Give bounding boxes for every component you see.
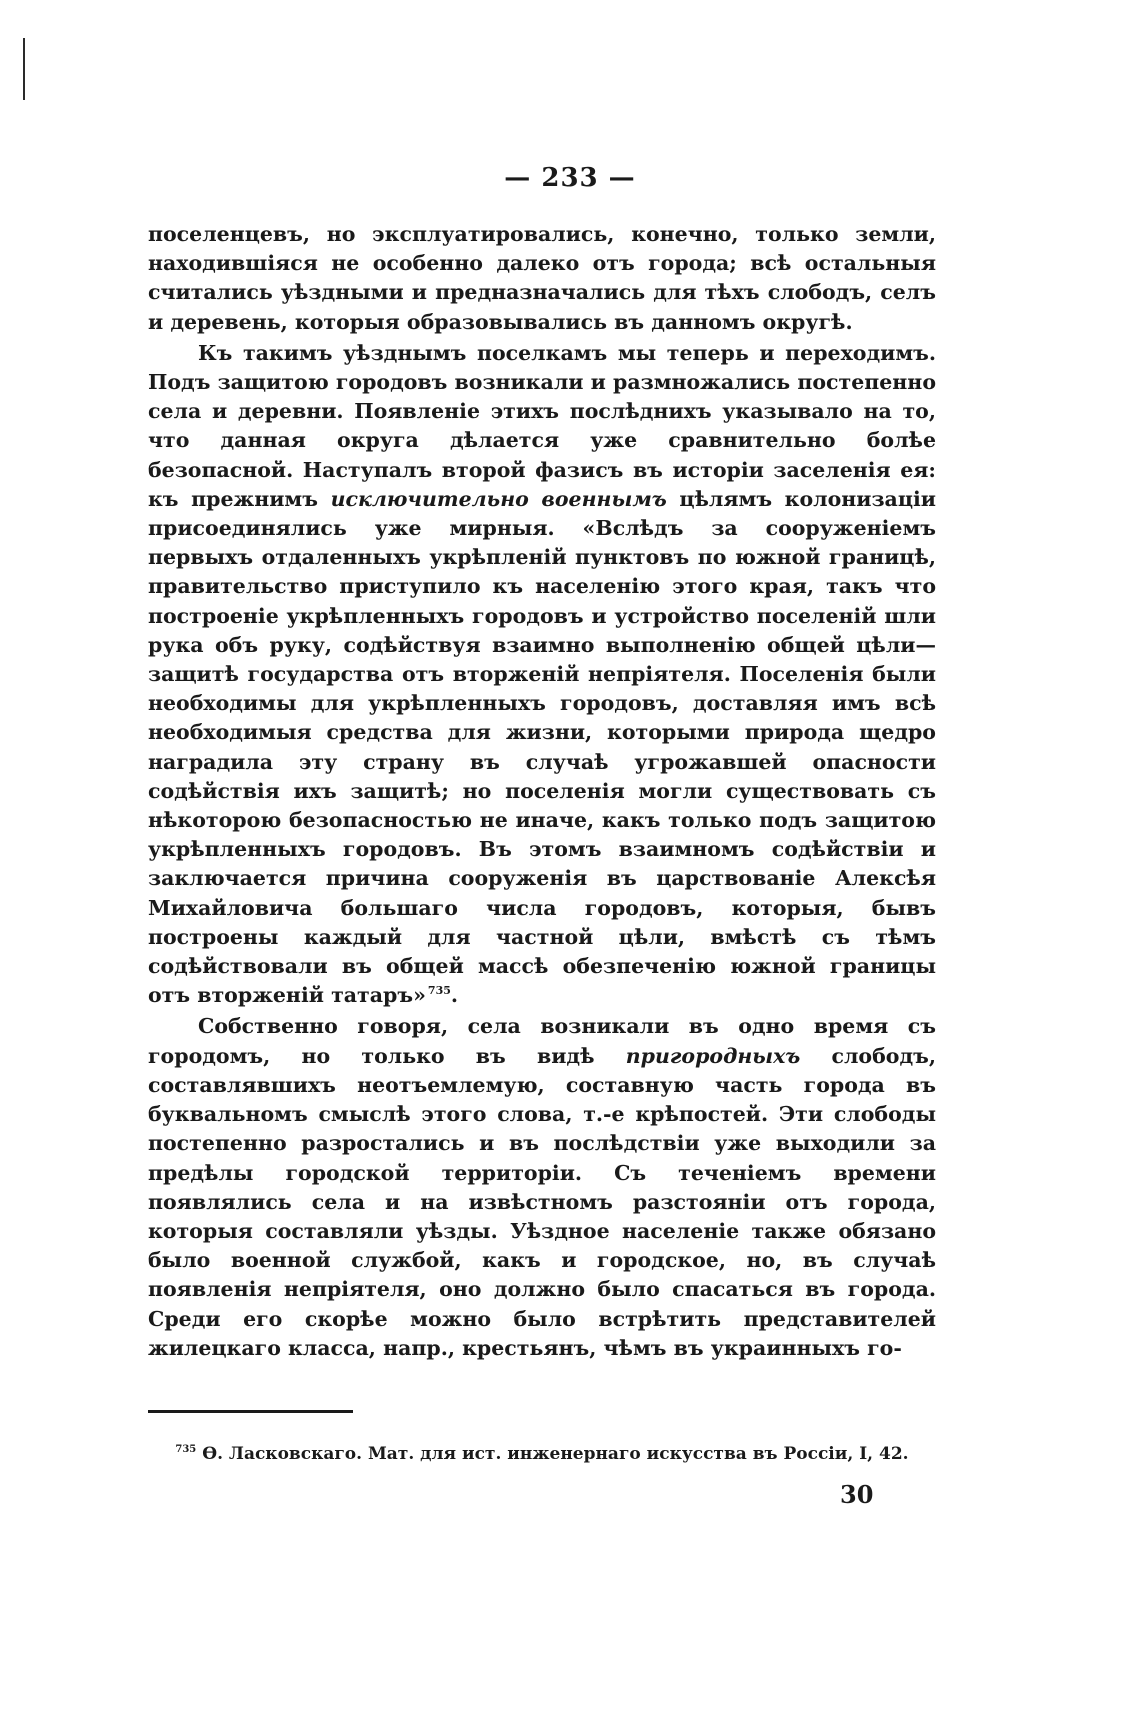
paragraph-2-text-after: цѣлямъ колонизаціи присоединялись уже мирныя. «Вслѣдъ за сооруженіемъ первыхъ отдаленныхъ укрѣпленій пунктовъ по южной границѣ, правительство приступило къ населенію этого края, такъ что построеніе укрѣпленныхъ городовъ и устройство поселеній шли рука объ руку, содѣйствуя взаимно выполненію общей цѣли—защитѣ государства отъ вторженій непріятеля. Поселенія были необходимы для укрѣпленныхъ городовъ, доставляя имъ всѣ необходимыя средства для жизни, которыми природа щедро наградила эту страну въ случаѣ угрожавшей опасности содѣйствія ихъ защитѣ; но поселенія могли существовать съ нѣкоторою безопасностью не иначе, какъ только подъ защитою укрѣпленныхъ городовъ. Въ этомъ взаимномъ содѣйствіи и заключается причина сооруженія въ царствованіе Алексѣя Михайловича большаго числа городовъ, которыя, бывъ построены каждый для частной цѣли, вмѣстѣ съ тѣмъ содѣйствовали въ общей массѣ обезпеченію южной границы отъ вторженій татаръ» [148,486,936,1008]
footnote-reference: 735 [427,984,451,998]
footnote-divider [148,1410,353,1413]
printer-signature-number: 30 [840,1480,874,1509]
paragraph-1: поселенцевъ, но эксплуатировались, конечно, только земли, находившіяся не особенно далеко отъ города; всѣ остальныя считались уѣздными и предназначались для тѣхъ слободъ, селъ и деревень, которыя образовывались въ данномъ округѣ. [148,222,936,334]
page-number: — 233 — [504,163,636,193]
footnote-text: Ѳ. Ласковскаго. Мат. для ист. инженернаго искусства въ Россіи, I, 42. [202,1444,909,1464]
paragraph-2-text-end: . [450,983,459,1008]
paragraph-3-emphasis: пригородныхъ [625,1043,801,1068]
paragraph-2 [148,339,936,1011]
paragraph-3 [148,1012,936,1362]
footnote-marker: 735 [175,1444,197,1456]
paragraph-3-text-before: Собственно говоря, села возникали въ одно время съ городомъ, но только въ видѣ [148,1014,936,1068]
scan-edge-mark [23,38,25,100]
body-text [148,220,936,1363]
paragraph-2-text-before: Къ такимъ уѣзднымъ поселкамъ мы теперь и переходимъ. Подъ защитою городовъ возникали и размножались постепенно села и деревни. Появленіе этихъ послѣднихъ указывало на то, что данная округа дѣлается уже сравнительно болѣе безопасной. Наступалъ второй фазисъ въ исторіи заселенія ея: къ прежнимъ [148,340,936,511]
paragraph-2-emphasis: исключительно военнымъ [330,486,667,511]
footnote [148,1442,936,1466]
paragraph-3-text-after: слободъ, составлявшихъ неотъемлемую, составную часть города въ буквальномъ смыслѣ этого слова, т.-е крѣпостей. Эти слободы постепенно разростались и въ послѣдствіи уже выходили за предѣлы городской территоріи. Съ теченіемъ времени появлялись села и на извѣстномъ разстояніи отъ города, которыя составляли уѣзды. Уѣздное населеніе также обязано было военной службой, какъ и городское, но, въ случаѣ появленія непріятеля, оно должно было спасаться въ города. Среди его скорѣе можно было встрѣтить представителей жилецкаго класса, напр., крестьянъ, чѣмъ въ украинныхъ го- [148,1043,936,1360]
